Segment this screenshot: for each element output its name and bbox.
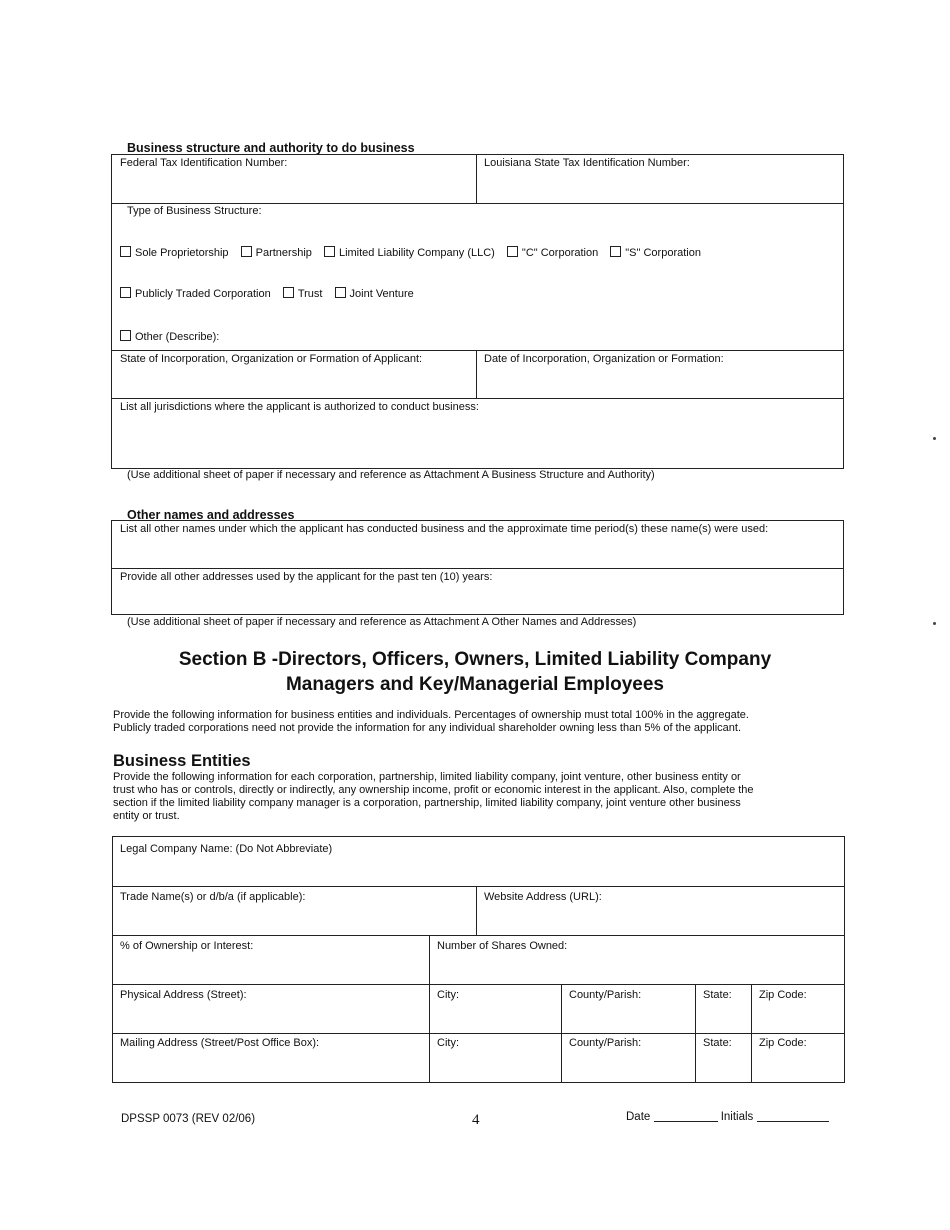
intro-line: Provide the following information for business entities and individuals. Percentages of ownership must total 100% in the aggregate. <box>113 709 749 721</box>
business-entities-paragraph <box>113 771 835 823</box>
option-trust[interactable]: Trust <box>283 287 323 300</box>
checkbox[interactable] <box>335 287 346 298</box>
checkbox[interactable] <box>241 246 252 257</box>
physical-city-field[interactable]: City: <box>437 989 459 1001</box>
business-structure-note: (Use additional sheet of paper if necessary and reference as Attachment A Business Structure and Authority) <box>127 469 655 481</box>
scan-speck <box>933 437 936 440</box>
scan-speck <box>933 622 936 625</box>
date-blank[interactable] <box>654 1121 718 1122</box>
physical-address-field[interactable]: Physical Address (Street): <box>120 989 247 1001</box>
other-names-field[interactable]: List all other names under which the applicant has conducted business and the approximate time period(s) these name(s) were used: <box>120 523 769 535</box>
option-s-corporation[interactable]: "S" Corporation <box>610 246 701 259</box>
divider <box>111 398 844 399</box>
trade-name-field[interactable]: Trade Name(s) or d/b/a (if applicable): <box>120 891 306 903</box>
checkbox[interactable] <box>120 246 131 257</box>
divider <box>111 568 844 569</box>
checkbox[interactable] <box>283 287 294 298</box>
business-type-options-row2 <box>120 287 423 300</box>
other-names-note: (Use additional sheet of paper if necessary and reference as Attachment A Other Names and Addresses) <box>127 616 637 628</box>
section-b-intro <box>113 709 833 735</box>
state-of-incorporation-field[interactable]: State of Incorporation, Organization or Formation of Applicant: <box>120 353 423 365</box>
option-sole-proprietorship[interactable]: Sole Proprietorship <box>120 246 229 259</box>
paragraph-line: section if the limited liability company manager is a corporation, partnership, limited liability company, joint venture other business <box>113 797 741 809</box>
other-addresses-field[interactable]: Provide all other addresses used by the applicant for the past ten (10) years: <box>120 571 493 583</box>
section-b-title-line1: Section B -Directors, Officers, Owners, Limited Liability Company <box>178 649 772 670</box>
date-label: Date <box>626 1111 651 1123</box>
divider <box>751 984 752 1083</box>
option-c-corporation[interactable]: "C" Corporation <box>507 246 598 259</box>
physical-state-field[interactable]: State: <box>703 989 732 1001</box>
other-names-heading: Other names and addresses <box>127 508 295 522</box>
option-other[interactable] <box>120 330 219 343</box>
option-publicly-traded[interactable]: Publicly Traded Corporation <box>120 287 271 300</box>
paragraph-line: entity or trust. <box>113 810 180 822</box>
legal-company-name-field[interactable]: Legal Company Name: (Do Not Abbreviate) <box>120 843 333 855</box>
other-describe-label: Other (Describe): <box>135 331 220 343</box>
form-id: DPSSP 0073 (REV 02/06) <box>121 1113 256 1125</box>
initials-label: Initials <box>720 1111 754 1123</box>
page-number: 4 <box>472 1112 480 1128</box>
checkbox[interactable] <box>507 246 518 257</box>
checkbox[interactable] <box>120 287 131 298</box>
divider <box>111 203 844 204</box>
section-b-title-line2: Managers and Key/Managerial Employees <box>285 674 665 695</box>
checkbox[interactable] <box>120 330 131 341</box>
divider <box>476 886 477 935</box>
divider <box>112 935 845 936</box>
mailing-city-field[interactable]: City: <box>437 1037 459 1049</box>
website-field[interactable]: Website Address (URL): <box>484 891 602 903</box>
divider <box>112 886 845 887</box>
initials-blank[interactable] <box>757 1121 829 1122</box>
physical-county-field[interactable]: County/Parish: <box>569 989 642 1001</box>
shares-owned-field[interactable]: Number of Shares Owned: <box>437 940 568 952</box>
paragraph-line: Provide the following information for each corporation, partnership, limited liability company, joint venture, other business entity or <box>113 771 741 783</box>
option-partnership[interactable]: Partnership <box>241 246 312 259</box>
divider <box>112 1033 845 1034</box>
intro-line: Publicly traded corporations need not provide the information for any individual shareholder owning less than 5% of the applicant. <box>113 722 741 734</box>
divider <box>429 935 430 1083</box>
divider <box>476 154 477 203</box>
divider <box>112 984 845 985</box>
date-of-incorporation-field[interactable]: Date of Incorporation, Organization or Formation: <box>484 353 724 365</box>
ownership-field[interactable]: % of Ownership or Interest: <box>120 940 254 952</box>
paragraph-line: trust who has or controls, directly or indirectly, any ownership income, profit or economic interest in the applicant. Also, complete the <box>113 784 754 796</box>
divider <box>695 984 696 1083</box>
checkbox[interactable] <box>610 246 621 257</box>
mailing-zip-field[interactable]: Zip Code: <box>759 1037 807 1049</box>
business-structure-heading: Business structure and authority to do business <box>127 141 415 155</box>
divider <box>561 984 562 1083</box>
divider <box>111 350 844 351</box>
business-structure-box <box>111 154 844 469</box>
business-type-label: Type of Business Structure: <box>127 205 262 217</box>
business-entities-heading: Business Entities <box>113 752 251 770</box>
jurisdictions-field[interactable]: List all jurisdictions where the applicant is authorized to conduct business: <box>120 401 479 413</box>
checkbox[interactable] <box>324 246 335 257</box>
divider <box>476 350 477 398</box>
option-joint-venture[interactable]: Joint Venture <box>335 287 414 300</box>
federal-tax-id-field[interactable]: Federal Tax Identification Number: <box>120 157 288 169</box>
mailing-address-field[interactable]: Mailing Address (Street/Post Office Box): <box>120 1037 320 1049</box>
louisiana-tax-id-field[interactable]: Louisiana State Tax Identification Number: <box>484 157 690 169</box>
physical-zip-field[interactable]: Zip Code: <box>759 989 807 1001</box>
mailing-county-field[interactable]: County/Parish: <box>569 1037 642 1049</box>
business-type-options-row1 <box>120 246 710 259</box>
mailing-state-field[interactable]: State: <box>703 1037 732 1049</box>
option-llc[interactable]: Limited Liability Company (LLC) <box>324 246 495 259</box>
date-signoff <box>626 1111 829 1123</box>
